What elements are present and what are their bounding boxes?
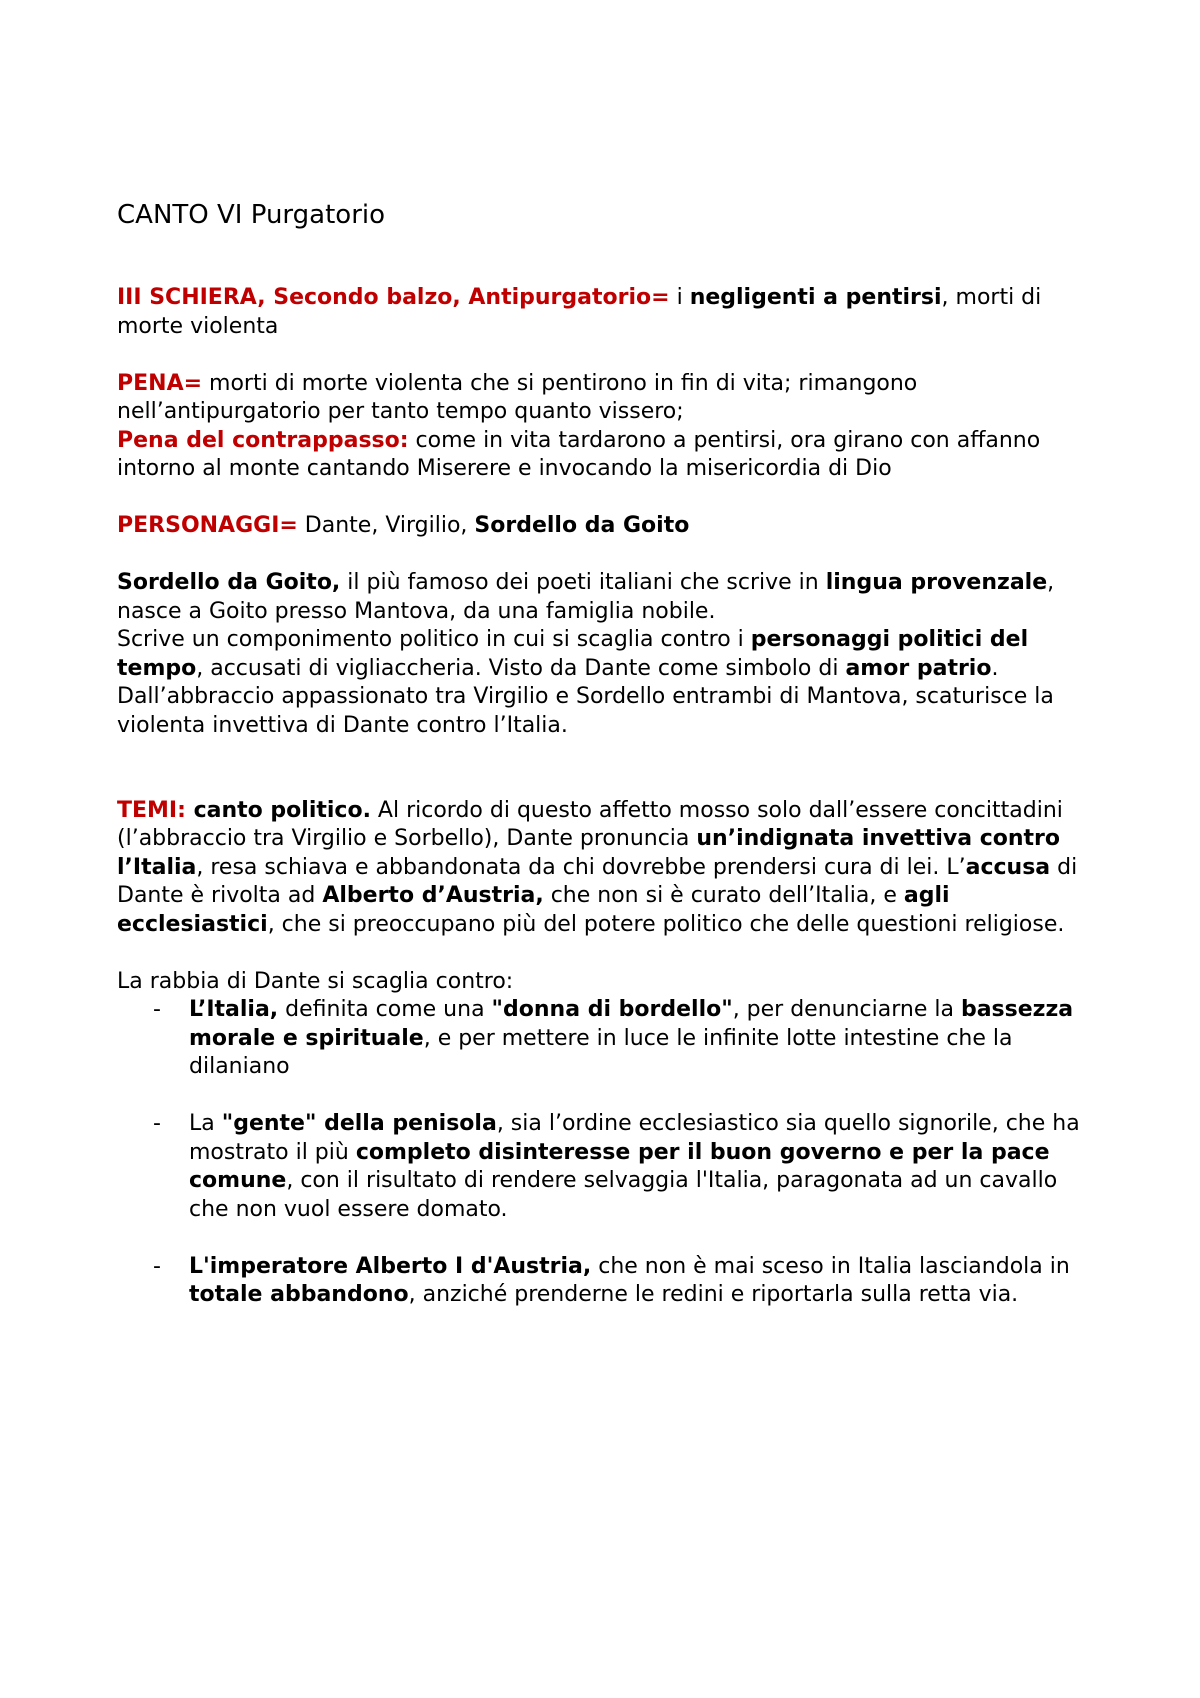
sordello-bold-4: amor patrio	[845, 655, 992, 681]
list-item	[117, 1110, 1100, 1224]
contrappasso-text: come in vita tardarono a pentirsi, ora girano con affanno intorno al monte cantando Miserere e invocando la misericordia di Dio	[117, 427, 1041, 481]
sordello-paragraph-2	[117, 626, 1100, 683]
sordello-text-3: Scrive un componimento politico in cui si scaglia contro i	[117, 627, 751, 652]
sordello-bold-3: personaggi politici del tempo	[117, 627, 1029, 681]
list-dash: -	[153, 1253, 161, 1279]
personaggi-label: PERSONAGGI=	[117, 513, 298, 538]
item1-bold-1: L’Italia,	[189, 997, 279, 1022]
item3-text-1: che non è mai sceso in Italia lasciandola in	[591, 1253, 1070, 1279]
rabbia-list	[117, 996, 1100, 1310]
temi-bold-3: accusa	[965, 854, 1051, 880]
schiera-text-1: i	[669, 285, 690, 310]
item3-bold-1: L'imperatore Alberto I d'Austria,	[189, 1253, 592, 1279]
item2-bold-1: "gente" della penisola	[221, 1111, 497, 1136]
schiera-bold-1: negligenti a pentirsi	[689, 285, 942, 310]
sordello-bold-1: Sordello da Goito,	[117, 570, 341, 595]
list-dash: -	[153, 1111, 161, 1136]
sordello-paragraph-3: Dall’abbraccio appassionato tra Virgilio e Sordello entrambi di Mantova, scaturisce la violenta invettiva di Dante contro l’Italia.	[117, 684, 1054, 738]
pena-text: morti di morte violenta che si pentirono in fin di vita; rimangono nell’antipurgatorio per tanto tempo quanto vissero;	[117, 370, 918, 424]
temi-paragraph	[117, 797, 1100, 940]
sordello-paragraph	[117, 569, 1100, 626]
list-dash: -	[153, 997, 161, 1022]
pena-paragraph	[117, 370, 1100, 427]
personaggi-paragraph	[117, 512, 1100, 541]
rabbia-intro: La rabbia di Dante si scaglia contro:	[117, 968, 514, 994]
temi-label: TEMI:	[117, 797, 186, 823]
item2-text-1: La	[189, 1111, 222, 1136]
temi-bold-2: un’indignata invettiva contro l’Italia	[117, 826, 1061, 880]
personaggi-bold: Sordello da Goito	[474, 513, 690, 538]
item1-bold-2: "donna di bordello"	[491, 997, 733, 1022]
sordello-bold-2: lingua provenzale	[825, 570, 1048, 595]
temi-text-4: che non si è curato dell’Italia, e	[543, 883, 904, 908]
item1-bold-3: bassezza morale e spirituale	[189, 997, 1074, 1051]
page-title: CANTO VI Purgatorio	[117, 200, 386, 230]
sordello-text-2: , nasce a Goito presso Mantova, da una famiglia nobile.	[117, 570, 1055, 624]
item1-text-2: , per denunciarne la	[732, 997, 961, 1022]
temi-bold-1: canto politico.	[185, 797, 371, 823]
sordello-text-1: il più famoso dei poeti italiani che scrive in	[340, 570, 826, 595]
schiera-text-2: , morti di morte violenta	[117, 285, 1042, 339]
sordello-text-5: .	[991, 655, 999, 681]
pena-label: PENA=	[117, 370, 203, 396]
personaggi-text: Dante, Virgilio,	[297, 513, 475, 538]
temi-text-3: di Dante è rivolta ad	[117, 854, 1078, 908]
item2-text-2: , sia l’ordine ecclesiastico sia quello signorile, che ha mostrato il più	[189, 1111, 1080, 1165]
temi-text-1: Al ricordo di questo affetto mosso solo dall’essere concittadini (l’abbraccio tra Virgilio e Sorbello), Dante pronuncia	[117, 797, 1063, 851]
item2-text-3: , con il risultato di rendere selvaggia l'Italia, paragonata ad un cavallo che non vuol essere domato.	[189, 1168, 1058, 1222]
schiera-paragraph	[117, 284, 1100, 341]
temi-bold-4: Alberto d’Austria,	[322, 883, 544, 908]
item1-text-3: , e per mettere in luce le infinite lotte intestine che la dilaniano	[189, 1025, 1013, 1079]
item3-text-2: , anziché prenderne le redini e riportarla sulla retta via.	[408, 1282, 1019, 1307]
schiera-label: III SCHIERA, Secondo balzo, Antipurgatorio=	[117, 285, 670, 310]
spacer	[117, 769, 1100, 797]
contrappasso-label: Pena del contrappasso:	[117, 427, 409, 453]
temi-text-2: , resa schiava e abbandonata da chi dovrebbe prendersi cura di lei. L’	[196, 854, 966, 880]
item2-bold-2: completo disinteresse per il buon governo e per la pace comune	[189, 1139, 1050, 1193]
item3-bold-2: totale abbandono	[189, 1282, 409, 1307]
contrappasso-paragraph	[117, 427, 1100, 484]
list-item	[117, 1253, 1100, 1310]
temi-bold-5: agli ecclesiastici	[117, 883, 950, 937]
temi-text-5: , che si preoccupano più del potere politico che delle questioni religiose.	[267, 911, 1065, 937]
sordello-text-4: , accusati di vigliaccheria. Visto da Dante come simbolo di	[196, 655, 846, 681]
list-item	[117, 996, 1100, 1082]
item1-text-1: definita come una	[278, 997, 492, 1022]
